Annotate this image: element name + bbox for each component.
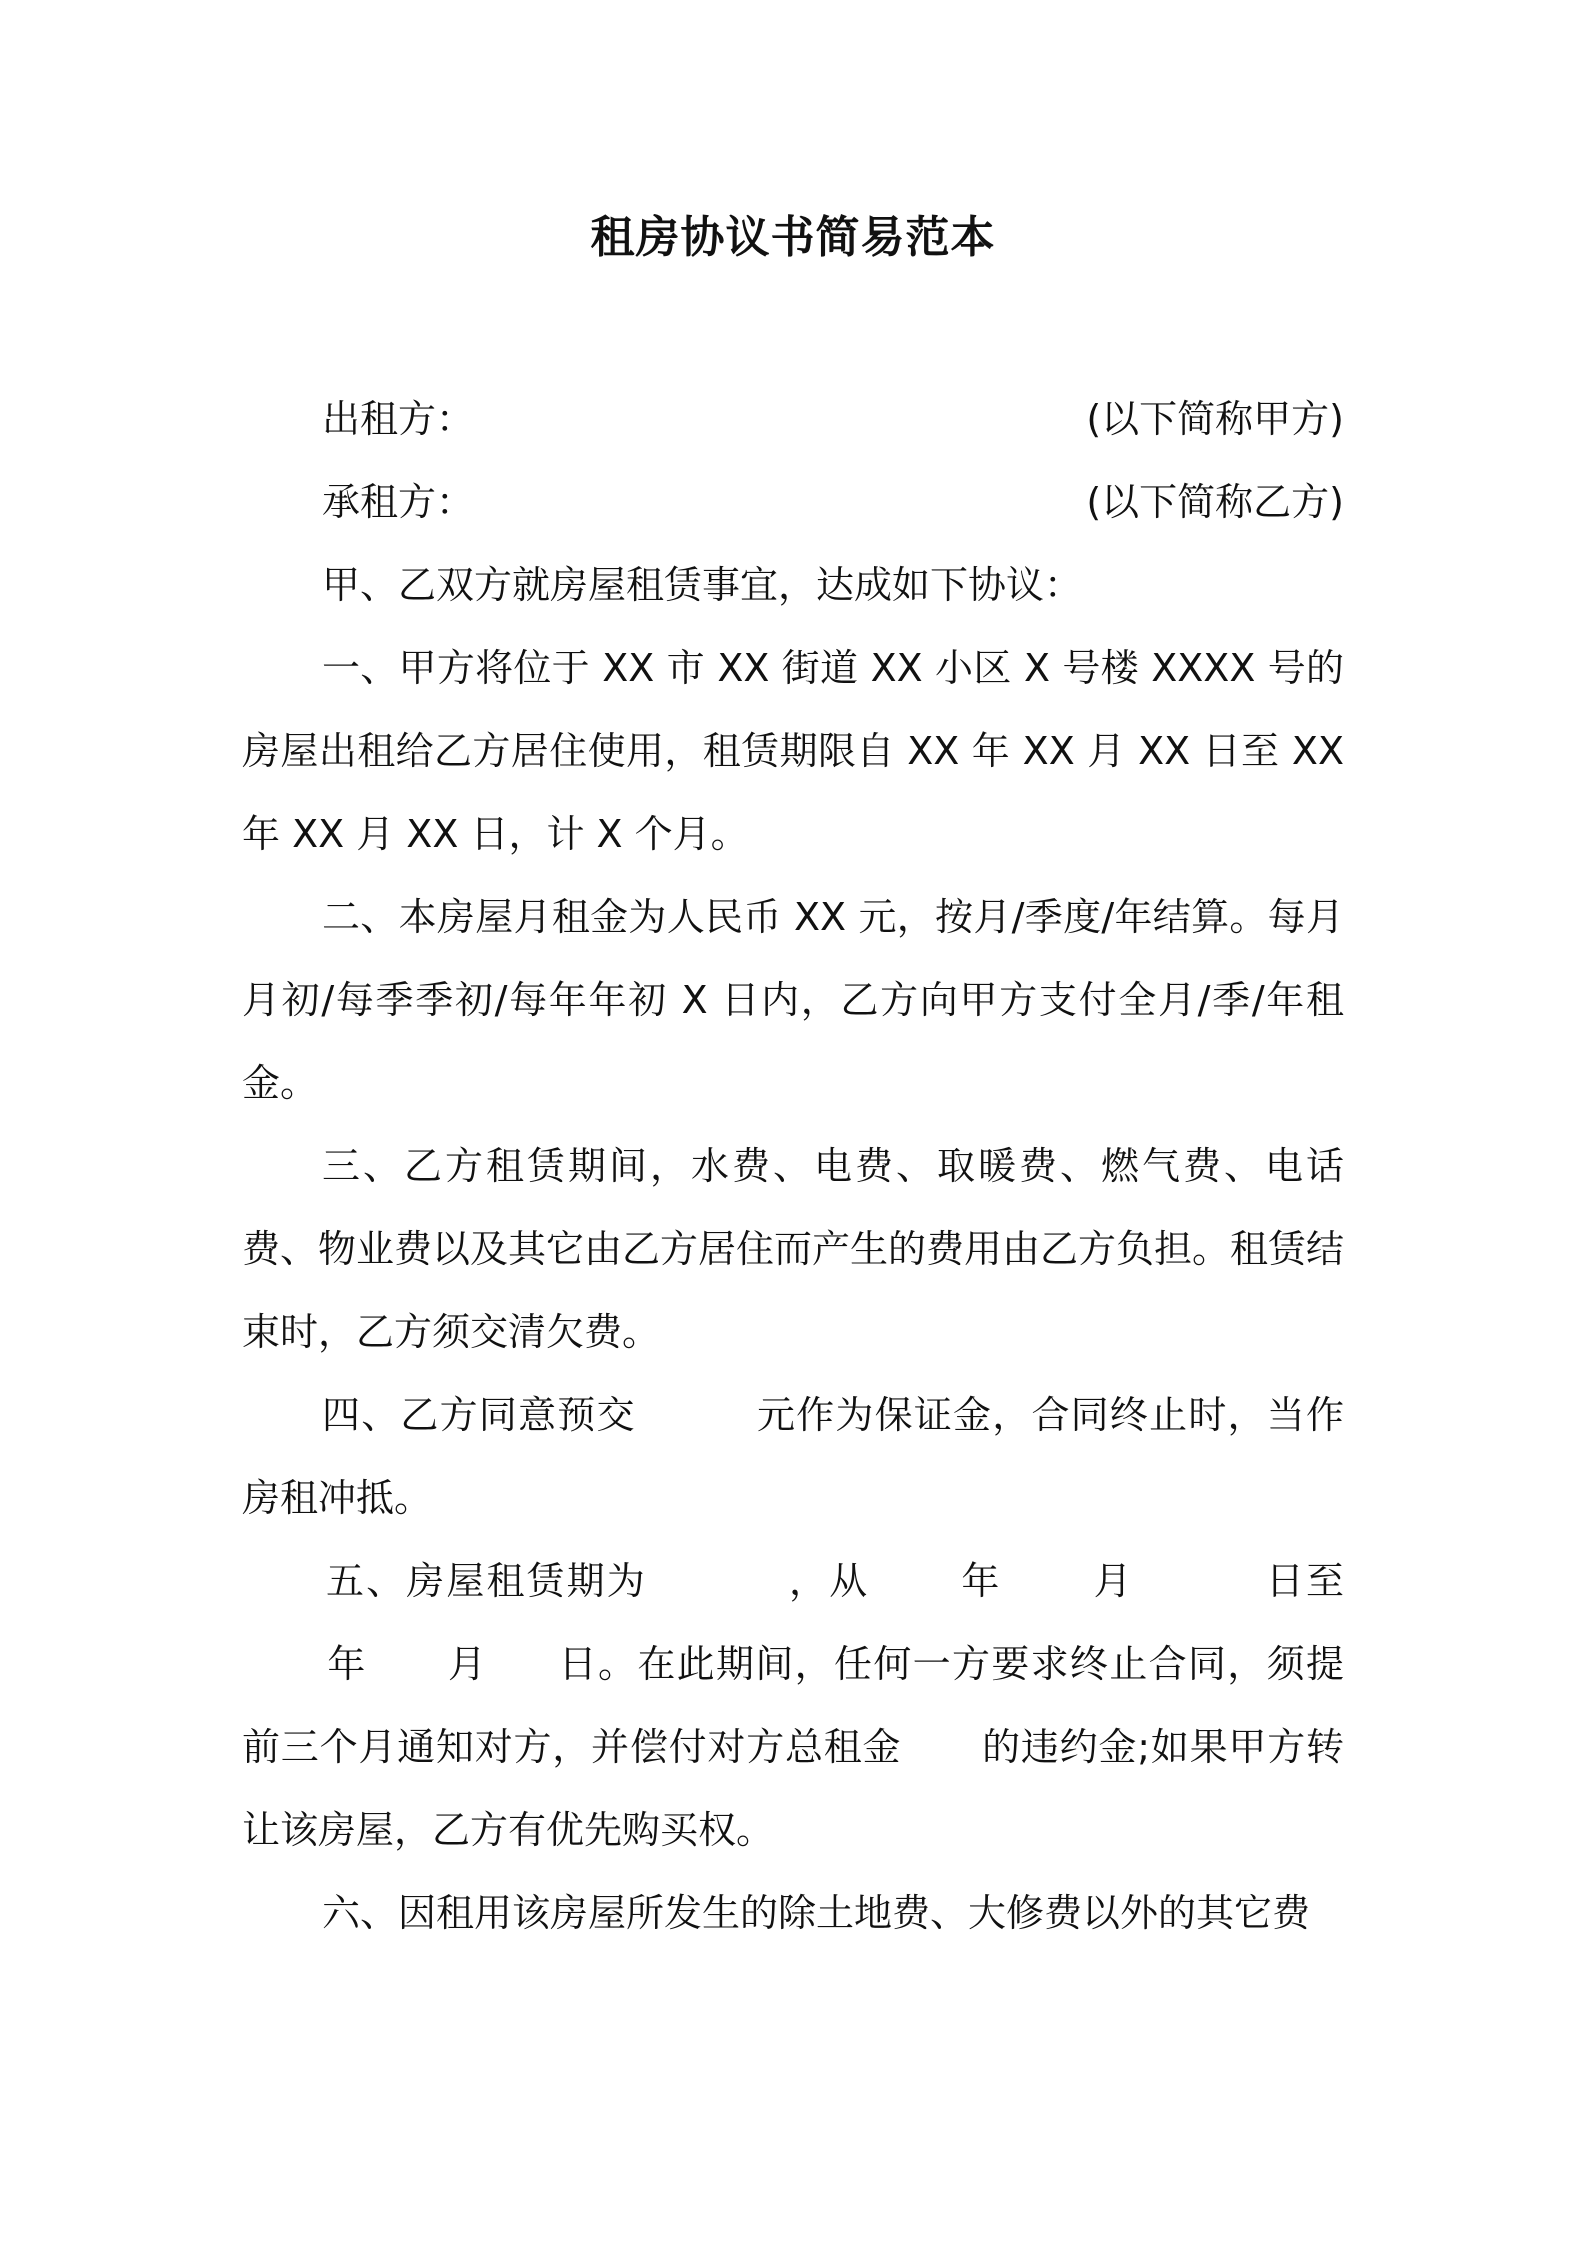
clause-3: 三、乙方租赁期间，水费、电费、取暖费、燃气费、电话费、物业费以及其它由乙方居住而产生的费用由乙方负担。租赁结束时，乙方须交清欠费。 bbox=[242, 1144, 1345, 1354]
clause-5 bbox=[242, 1540, 1344, 1872]
clause-5-part-b: ，从 bbox=[786, 1559, 870, 1603]
clause-5-part-d: 月 bbox=[1091, 1559, 1134, 1603]
clause-6: 六、因租用该房屋所发生的除土地费、大修费以外的其它费 bbox=[322, 1891, 1311, 1935]
clause-1: 一、甲方将位于 XX 市 XX 街道 XX 小区 X 号楼 XXXX 号的房屋出租给乙方居住使用，租赁期限自 XX 年 XX 月 XX 日至 XX 年 XX 月 XX 日，计 X 个月。 bbox=[242, 646, 1344, 856]
document-title: 租房协议书简易范本 bbox=[590, 212, 996, 263]
intro-text: 甲、乙双方就房屋租赁事宜，达成如下协议： bbox=[322, 563, 1083, 607]
clause-5-part-g: 月 bbox=[446, 1642, 488, 1686]
clause-5-part-e: 日至 bbox=[1263, 1559, 1344, 1603]
clause-4 bbox=[242, 1374, 1344, 1540]
clause-5-part-a: 五、房屋租赁期为 bbox=[326, 1559, 647, 1603]
clause-5-part-h: 日。在此期间，任何一方要求终止合同，须提前三个月通知对方，并偿付对方总租金 bbox=[242, 1642, 1344, 1769]
clause-2: 二、本房屋月租金为人民币 XX 元，按月/季度/年结算。每月月初/每季季初/每年年初 X 日内，乙方向甲方支付全月/季/年租金。 bbox=[242, 895, 1344, 1105]
lessee-row bbox=[242, 461, 1344, 544]
lessee-note: (以下简称乙方) bbox=[1086, 480, 1344, 524]
document-body bbox=[242, 378, 1344, 1955]
clause-5-part-f: 年 bbox=[326, 1642, 367, 1686]
clause-4-part-b: 元作为保证金，合同终止时，当作房租冲抵。 bbox=[242, 1393, 1344, 1520]
lessor-row bbox=[242, 378, 1344, 461]
lessee-label: 承租方： bbox=[322, 480, 475, 524]
intro-line bbox=[242, 544, 1344, 627]
clause-5-part-i: 的违约金;如果甲方转让该房屋，乙方有优先购买权。 bbox=[242, 1725, 1344, 1852]
clause-5-part-c: 年 bbox=[959, 1559, 1002, 1603]
lessor-label: 出租方： bbox=[322, 397, 475, 441]
clause-4-part-a: 四、乙方同意预交 bbox=[322, 1393, 636, 1437]
lessor-note: (以下简称甲方) bbox=[1086, 397, 1344, 441]
